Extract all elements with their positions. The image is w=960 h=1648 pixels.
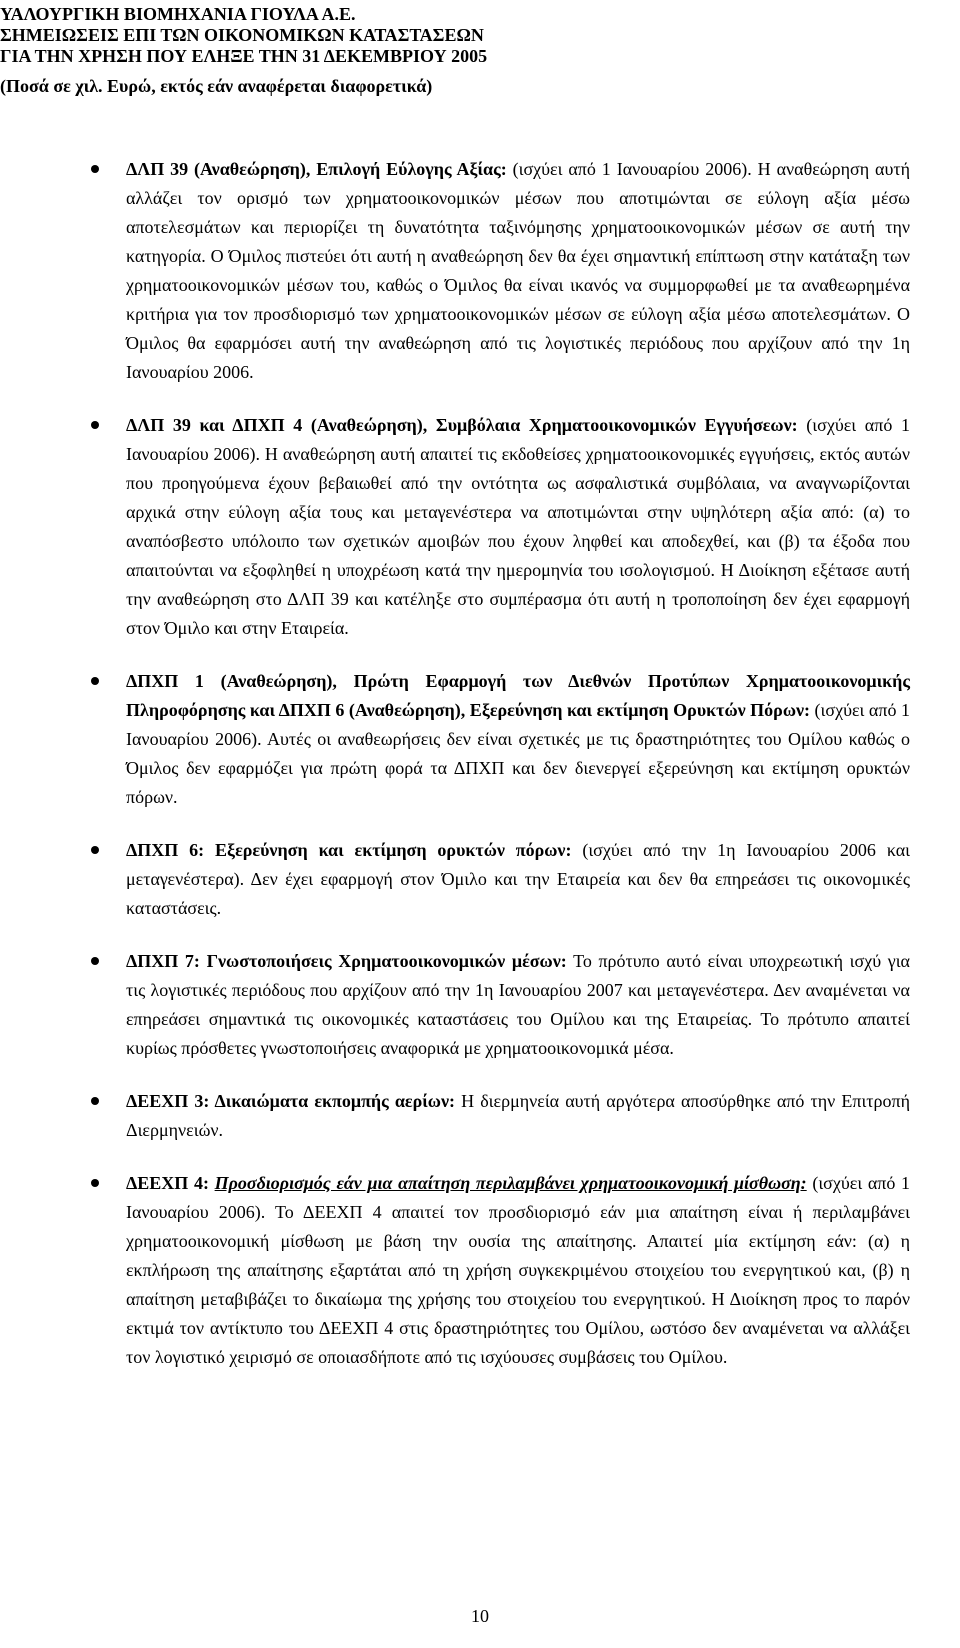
document-header xyxy=(0,4,940,97)
notes-title: ΣΗΜΕΙΩΣΕΙΣ ΕΠΙ ΤΩΝ ΟΙΚΟΝΟΜΙΚΩΝ ΚΑΤΑΣΤΑΣΕΩΝ xyxy=(0,25,484,45)
bullet-icon xyxy=(91,165,99,173)
item-title: ΔΕΕΧΠ 3: Δικαιώματα εκπομπής αερίων: xyxy=(126,1091,455,1111)
bullet-icon xyxy=(91,677,99,685)
item-title-italic: Προσδιορισμός εάν μια απαίτηση περιλαμβάνει χρηματοοικονομική μίσθωση: xyxy=(214,1173,807,1193)
item-body: (ισχύει από 1 Ιανουαρίου 2006). Η αναθεώρηση αυτή αλλάζει τον ορισμό των χρηματοοικονομικών μέσων που αποτιμώνται σε εύλογη αξία μέσω αποτελεσμάτων και περιορίζει τη δυνατότητα ταξινόμησης χρηματοοικονομικών μέσων σε αυτή την κατηγορία. Ο Όμιλος πιστεύει ότι αυτή η αναθεώρηση δεν θα έχει σημαντική επίπτωση στην κατάταξη των χρηματοοικονομικών μέσων του, καθώς ο Όμιλος θα είναι ικανός να συμμορφωθεί με τα αναθεωρημένα κριτήρια για τον προσδιορισμό των χρηματοοικονομικών μέσων σε εύλογη αξία μέσω αποτελεσμάτων. Ο Όμιλος θα εφαρμόσει αυτή την αναθεώρηση από τις λογιστικές περιόδους που αρχίζουν από την 1η Ιανουαρίου 2006. xyxy=(126,159,911,382)
item-body: Το πρότυπο αυτό είναι υποχρεωτική ισχύ για τις λογιστικές περιόδους που αρχίζουν από την 1η Ιανουαρίου 2007 και μεταγενέστερα. Δεν αναμένεται να επηρεάσει σημαντικά τις οικονομικές καταστάσεις του Ομίλου και της Εταιρείας. Το πρότυπο απαιτεί κυρίως πρόσθετες γνωστοποιήσεις αναφορικά με χρηματοοικονομικά μέσα. xyxy=(126,951,910,1058)
units-note: (Ποσά σε χιλ. Ευρώ, εκτός εάν αναφέρεται διαφορετικά) xyxy=(0,76,433,96)
item-body: (ισχύει από 1 Ιανουαρίου 2006). Η αναθεώρηση αυτή απαιτεί τις εκδοθείσες χρηματοοικονομικές εγγυήσεις, εκτός αυτών που προηγούμενα έχουν βεβαιωθεί από την οντότητα ως ασφαλιστικά συμβόλαια, να αναγνωρίζονται αρχικά στην εύλογη αξία τους και μεταγενέστερα να αποτιμώνται στην υψηλότερη αξία από: (α) το αναπόσβεστο υπόλοιπο των σχετικών αμοιβών που έχουν ληφθεί και αποδεχθεί, και (β) τα έξοδα που απαιτούνται να εξοφληθεί η υποχρέωση κατά την ημερομηνία του ισολογισμού. Η Διοίκηση εξέτασε αυτή την αναθεώρηση στο ΔΛΠ 39 και κατέληξε στο συμπέρασμα ότι αυτή η τροποποίηση δεν έχει εφαρμογή στον Όμιλο και στην Εταιρεία. xyxy=(126,415,910,638)
list-item xyxy=(0,947,910,1063)
page-number: 10 xyxy=(471,1606,489,1626)
bullet-icon xyxy=(91,421,99,429)
list-item xyxy=(0,1087,910,1145)
bullet-icon xyxy=(91,1179,99,1187)
list-item xyxy=(0,155,910,387)
bullet-icon xyxy=(91,846,99,854)
list-item xyxy=(0,836,910,923)
list-item xyxy=(0,411,910,643)
item-title: ΔΠΧΠ 7: Γνωστοποιήσεις Χρηματοοικονομικών μέσων: xyxy=(126,951,567,971)
company-name: ΥΑΛΟΥΡΓΙΚΗ ΒΙΟΜΗΧΑΝΙΑ ΓΙΟΥΛΑ Α.Ε. xyxy=(0,4,356,24)
item-title: ΔΕΕΧΠ 4: xyxy=(126,1173,209,1193)
item-body: Η διερμηνεία αυτή αργότερα αποσύρθηκε από την Επιτροπή Διερμηνειών. xyxy=(126,1091,910,1140)
item-title: ΔΠΧΠ 1 (Αναθεώρηση), Πρώτη Εφαρμογή των Διεθνών Προτύπων Χρηματοοικονομικής Πληροφόρησης και ΔΠΧΠ 6 (Αναθεώρηση), Εξερεύνηση και εκτίμηση Ορυκτών Πόρων: xyxy=(126,671,910,720)
item-title: ΔΠΧΠ 6: Εξερεύνηση και εκτίμηση ορυκτών πόρων: xyxy=(126,840,572,860)
standards-list xyxy=(0,155,960,1396)
item-body: (ισχύει από 1 Ιανουαρίου 2006). Αυτές οι αναθεωρήσεις δεν είναι σχετικές με τις δραστηριότητες του Ομίλου καθώς ο Όμιλος δεν εφαρμόζει για πρώτη φορά τα ΔΠΧΠ και δεν διενεργεί εξερεύνηση και εκτίμηση ορυκτών πόρων. xyxy=(126,700,910,807)
item-title: ΔΛΠ 39 και ΔΠΧΠ 4 (Αναθεώρηση), Συμβόλαια Χρηματοοικονομικών Εγγυήσεων: xyxy=(126,415,798,435)
item-body: (ισχύει από την 1η Ιανουαρίου 2006 και μεταγενέστερα). Δεν έχει εφαρμογή στον Όμιλο και την Εταιρεία και δεν θα επηρεάσει τις οικονομικές καταστάσεις. xyxy=(126,840,910,918)
list-item xyxy=(0,1169,910,1372)
item-body: (ισχύει από 1 Ιανουαρίου 2006). Το ΔΕΕΧΠ 4 απαιτεί τον προσδιορισμό εάν μια απαίτηση είναι ή περιλαμβάνει χρηματοοικονομική μίσθωση με βάση την ουσία της απαίτησης. Απαιτεί μία εκτίμηση εάν: (α) η εκπλήρωση της απαίτησης εξαρτάται από τη χρήση συγκεκριμένου στοιχείου του ενεργητικού και, (β) η απαίτηση μεταβιβάζει το δικαίωμα της χρήσης του στοιχείου του ενεργητικού. Η Διοίκηση προς το παρόν εκτιμά τον αντίκτυπο του ΔΕΕΧΠ 4 στις δραστηριότητες του Ομίλου, ωστόσο δεν αναμένεται να αλλάξει τον λογιστικό χειρισμό σε οποιασδήποτε από τις ισχύουσες συμβάσεις του Ομίλου. xyxy=(126,1173,910,1367)
list-item xyxy=(0,667,910,812)
bullet-icon xyxy=(91,957,99,965)
item-title: ΔΛΠ 39 (Αναθεώρηση), Επιλογή Εύλογης Αξίας: xyxy=(126,159,507,179)
period-title: ΓΙΑ ΤΗΝ ΧΡΗΣΗ ΠΟΥ ΕΛΗΞΕ ΤΗΝ 31 ΔΕΚΕΜΒΡΙΟΥ 2005 xyxy=(0,46,488,66)
bullet-icon xyxy=(91,1097,99,1105)
